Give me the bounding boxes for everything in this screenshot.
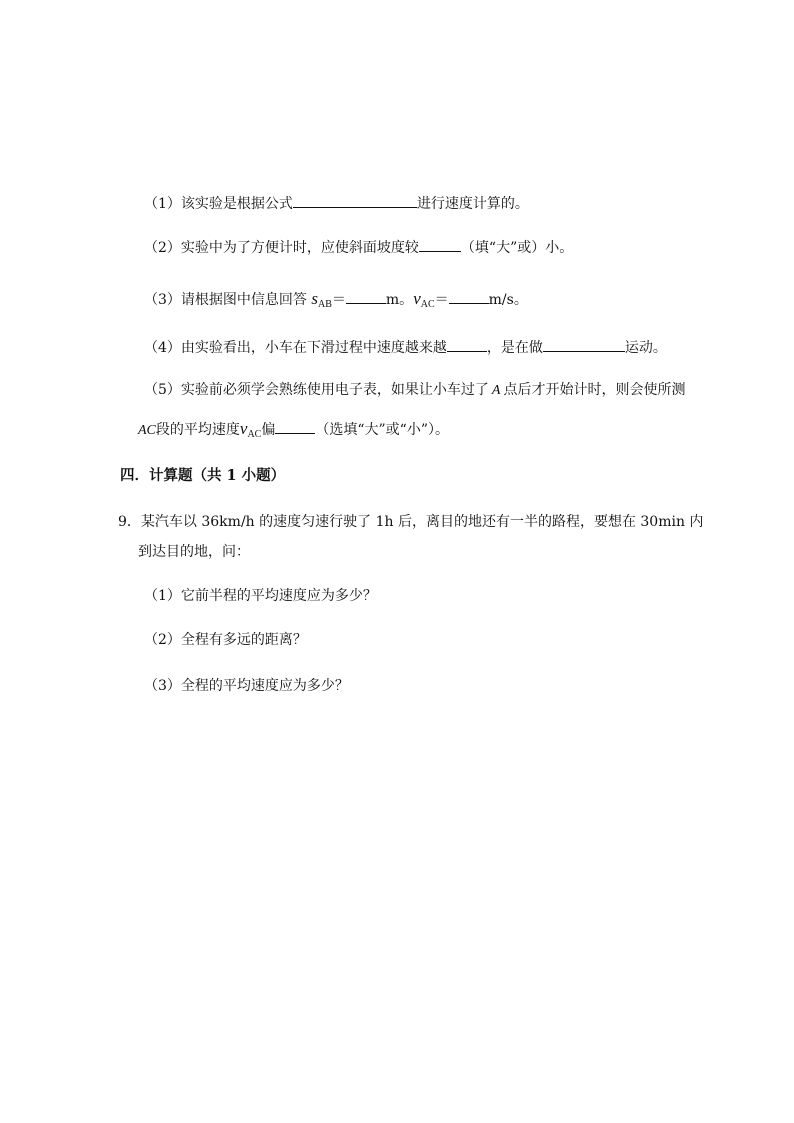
answer-blank xyxy=(447,336,487,352)
problem-9-sub-2: （2）全程有多远的距离？ xyxy=(144,632,307,648)
answer-blank xyxy=(275,418,315,434)
equals-sign: ＝ xyxy=(434,292,449,308)
question-5-number: （5） xyxy=(144,382,181,398)
question-3 xyxy=(144,288,528,315)
question-5-line-1 xyxy=(144,380,685,401)
question-2-number: （2） xyxy=(144,240,181,256)
problem-9-sub-3: （3）全程的平均速度应为多少？ xyxy=(144,678,349,694)
question-4 xyxy=(144,336,667,358)
question-5-line-2-text: 段的平均速度 xyxy=(155,422,240,438)
question-4-number: （4） xyxy=(144,340,181,356)
problem-9-line-2: 到达目的地，问： xyxy=(138,544,250,560)
question-4-tail: 运动。 xyxy=(624,340,667,356)
answer-blank xyxy=(293,192,417,208)
question-5-text-cont: 点后才开始计时，则会使所测 xyxy=(503,382,686,398)
segment-ac-label: AC xyxy=(138,423,156,438)
question-2-text: 实验中为了方便计时，应使斜面坡度较 xyxy=(180,240,419,256)
question-1-text: 该实验是根据公式 xyxy=(180,196,293,212)
equals-sign: ＝ xyxy=(331,292,346,308)
question-5-line-2 xyxy=(138,418,449,445)
question-4-text: 由实验看出，小车在下滑过程中速度越来越 xyxy=(180,340,447,356)
question-5-text: 实验前必须学会熟练使用电子表，如果让小车过了 xyxy=(180,382,489,398)
point-a-label: A xyxy=(491,383,501,398)
question-4-middle: ，是在做 xyxy=(486,340,543,356)
v-ac-symbol: $v_{AC}$ xyxy=(413,289,435,310)
problem-9-text: 某汽车以 36km/h 的速度匀速行驶了 1h 后，离目的地还有一半的路程，要想在 30min 内 xyxy=(140,514,704,530)
question-2 xyxy=(144,236,573,258)
s-ab-symbol: $s_{AB}$ xyxy=(311,289,332,310)
problem-number: 9． xyxy=(118,514,141,530)
question-1-tail: 进行速度计算的。 xyxy=(416,196,529,212)
unit-m: m。 xyxy=(385,292,414,308)
question-3-number: （3） xyxy=(144,292,181,308)
section-heading: 四．计算题（共 1 小题） xyxy=(120,467,286,484)
question-5-line-2-tail: （选填“大”或“小”）。 xyxy=(315,422,449,438)
question-1-number: （1） xyxy=(144,196,181,212)
question-3-text: 请根据图中信息回答 xyxy=(180,292,307,308)
problem-9-line-1 xyxy=(118,512,703,532)
answer-blank xyxy=(346,288,386,304)
unit-m-s: m/s。 xyxy=(488,292,528,308)
question-2-tail: （填“大”或）小。 xyxy=(460,240,574,256)
question-1 xyxy=(144,192,529,214)
problem-9-sub-1: （1）它前半程的平均速度应为多少？ xyxy=(144,588,377,604)
answer-blank xyxy=(543,336,625,352)
answer-blank xyxy=(449,288,489,304)
question-5-line-2-mid: 偏 xyxy=(261,422,276,438)
v-ac-symbol: $v_{AC}$ xyxy=(239,419,262,440)
answer-blank xyxy=(419,236,461,252)
